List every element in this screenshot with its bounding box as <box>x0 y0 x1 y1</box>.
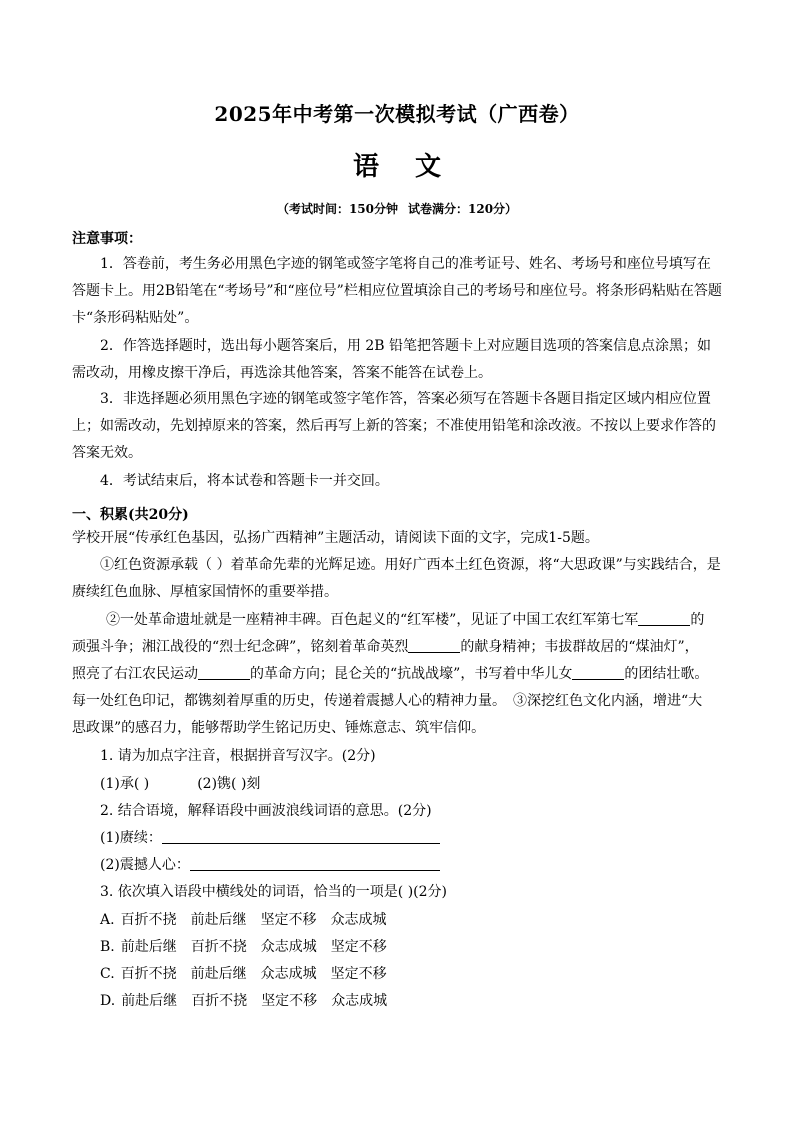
subject-char-2: 文 <box>415 152 442 182</box>
notice-item-2: 2．作答选择题时，选出每小题答案后，用 2B 铅笔把答题卡上对应题目选项的答案信息点涂黑；如需改动，用橡皮擦干净后，再选涂其他答案，答案不能答在试卷上。 <box>72 338 712 381</box>
blank-1 <box>638 610 690 626</box>
question-1-part-2: (2)镌( )刻 <box>197 776 261 792</box>
section-intro: 学校开展“传承红色基因，弘扬广西精神”主题活动，请阅读下面的文字，完成1-5题。 <box>72 530 599 546</box>
option-a[interactable]: A. 百折不挠 前赴后继 坚定不移 众志成城 <box>100 912 387 928</box>
blank-3 <box>198 664 250 680</box>
question-1-parts <box>100 771 760 798</box>
question-2-part-1: (1)赓续： <box>100 825 760 852</box>
answer-line-1[interactable] <box>162 828 440 844</box>
passage-paragraph-1: ①红色资源承载（ ）着革命先辈的光辉足迹。用好广西本土红色资源，将“大思政课”与实践结合，是赓续红色血脉、厚植家国情怀的重要举措。 <box>72 557 721 600</box>
blank-4 <box>572 664 624 680</box>
passage-line-1: ②一处革命遗址就是一座精神丰碑。百色起义的“红军楼”，见证了中国工农红军第七军 的 <box>106 612 705 628</box>
notice-item-4: 4．考试结束后，将本试卷和答题卡一并交回。 <box>100 473 389 489</box>
passage-line-5: 思政课”的感召力，能够帮助学生铭记历史、锤炼意志、筑牢信仰。 <box>72 720 486 736</box>
exam-score: 试卷满分：120分） <box>408 202 518 216</box>
question-1: 1. 请为加点字注音，根据拼音写汉字。(2分) <box>100 748 376 764</box>
notice-item-1: 1．答卷前，考生务必用黑色字迹的钢笔或签字笔将自己的准考证号、姓名、考场号和座位号填写在答题卡上。用2B铅笔在“考场号”和“座位号”栏相应位置填涂自己的考场号和座位号。将条形码粘贴在答题卡“条形码粘贴处”。 <box>72 256 722 326</box>
exam-info <box>0 200 794 217</box>
exam-time: （考试时间：150分钟 <box>276 202 398 216</box>
answer-line-2[interactable] <box>190 855 440 871</box>
passage-line-2: 顽强斗争；湘江战役的“烈士纪念碑”，铭刻着革命英烈 的献身精神；韦拔群故居的“煤油灯”， <box>72 639 699 655</box>
blank-2 <box>408 637 460 653</box>
question-3: 3. 依次填入语段中横线处的词语，恰当的一项是( )(2分) <box>100 884 448 900</box>
question-2-part-2: (2)震撼人心： <box>100 852 760 879</box>
option-c[interactable]: C. 百折不挠 前赴后继 众志成城 坚定不移 <box>100 966 387 982</box>
subject-title <box>0 146 794 183</box>
question-2: 2. 结合语境，解释语段中画波浪线词语的意思。(2分) <box>100 803 432 819</box>
exam-title: 2025年中考第一次模拟考试（广西卷） <box>214 102 580 126</box>
option-d[interactable]: D. 前赴后继 百折不挠 坚定不移 众志成城 <box>100 993 388 1009</box>
notice-heading: 注意事项： <box>72 231 142 247</box>
subject-char-1: 语 <box>352 152 379 182</box>
question-1-part-1: (1)承( ) <box>100 776 150 792</box>
passage-line-3: 照亮了右江农民运动 的革命方向；昆仑关的“抗战战壕”，书写着中华儿女 的团结壮歌。 <box>72 666 709 682</box>
option-b[interactable]: B. 前赴后继 百折不挠 众志成城 坚定不移 <box>100 939 387 955</box>
passage-line-4: 每一处红色印记，都镌刻着厚重的历史，传递着震撼人心的精神力量。 ③深挖红色文化内涵，增进“大 <box>72 693 703 709</box>
notice-item-3: 3．非选择题必须用黑色字迹的钢笔或签字笔作答，答案必须写在答题卡各题目指定区域内相应位置上；如需改动，先划掉原来的答案，然后再写上新的答案；不准使用铅笔和涂改液。不按以上要求作答的答案无效。 <box>72 391 716 461</box>
section-heading: 一、积累(共20分) <box>72 507 189 523</box>
